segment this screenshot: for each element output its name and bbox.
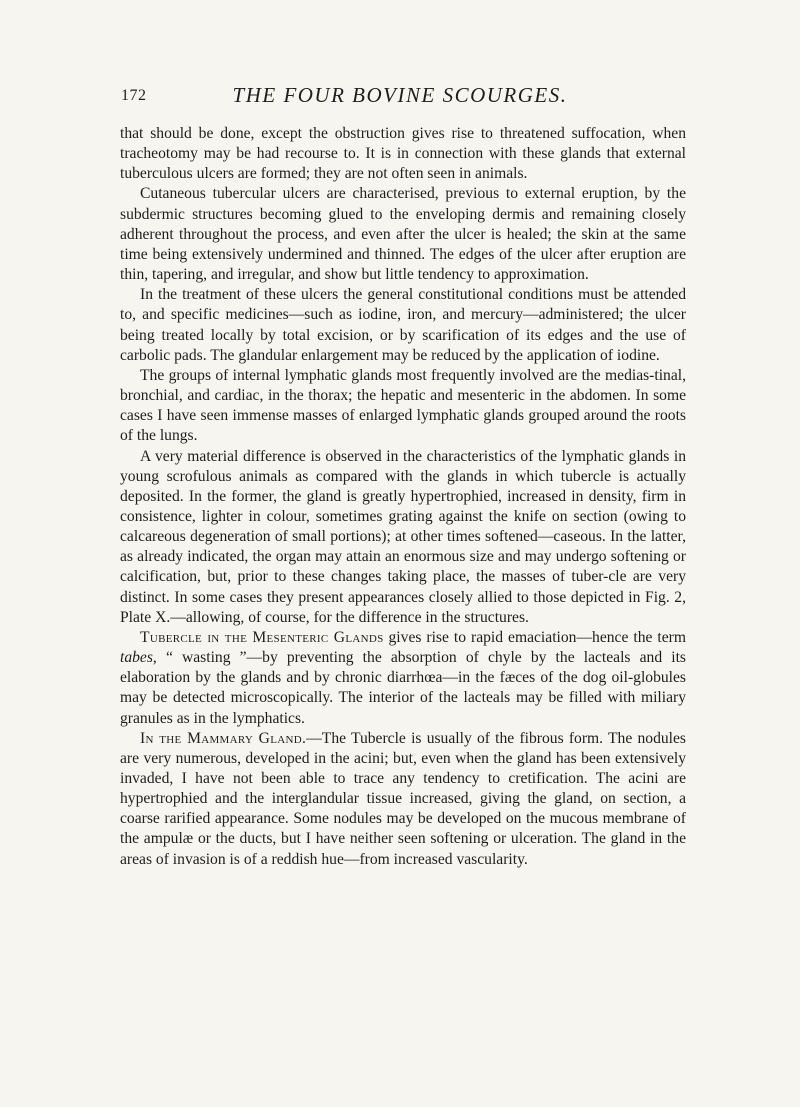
paragraph-6-text-a: gives rise to rapid emaciation—hence the term bbox=[383, 628, 686, 646]
paragraph-2: Cutaneous tubercular ulcers are characterised, previous to external eruption, by the subdermic structures becoming glued to the enveloping dermis and remaining closely adherent throughout the process, and even after the ulcer is healed; the skin at the same time being extensively undermined and thinned. The edges of the ulcer after eruption are thin, tapering, and irregular, and show but little tendency to approximation. bbox=[120, 185, 686, 284]
paragraph-4: The groups of internal lymphatic glands most frequently involved are the medias-tinal, bronchial, and cardiac, in the thorax; the hepatic and mesenteric in the abdomen. In some cases I have seen immense masses of enlarged lymphatic glands grouped around the roots of the lungs. bbox=[120, 366, 686, 445]
term-tabes: tabes bbox=[120, 649, 153, 667]
paragraph-7 bbox=[120, 729, 686, 870]
section-heading-mesenteric: Tubercle in the Mesenteric Glands bbox=[140, 628, 384, 646]
paragraph-3: In the treatment of these ulcers the general constitutional conditions must be attended to, and specific medicines—such as iodine, iron, and mercury—administered; the ulcer being treated locally by total excision, or by scarification of its edges and the use of carbolic pads. The glandular enlargement may be reduced by the application of iodine. bbox=[120, 286, 686, 364]
paragraph-6-text-b: , “ wasting ”—by preventing the absorption of chyle by the lacteals and its elaboration by the glands and by chronic diarrhœa—in the fæces of the dog oil-globules may be detected microscopically. The interior of the lacteals may be filled with miliary granules as in the lymphatics. bbox=[120, 649, 686, 727]
running-title: THE FOUR BOVINE SCOURGES. bbox=[232, 83, 568, 107]
paragraph-6 bbox=[120, 628, 686, 729]
page-number: 172 bbox=[121, 87, 147, 104]
body-text bbox=[120, 124, 686, 870]
paragraph-1: that should be done, except the obstruction gives rise to threatened suffocation, when tracheotomy may be had recourse to. It is in connection with these glands that external tuberculous ulcers are formed; they are not often seen in animals. bbox=[120, 125, 686, 183]
paragraph-7-text: —The Tubercle is usually of the fibrous form. The nodules are very numerous, developed in the acini; but, even when the gland has been extensively invaded, I have not been able to trace any tendency to cretification. The acini are hypertrophied and the interglandular tissue increased, giving the gland, on section, a coarse rarified appearance. Some nodules may be developed on the mucous membrane of the ampulæ or the ducts, but I have neither seen softening or ulceration. The gland in the areas of invasion is of a reddish hue—from increased vascularity. bbox=[120, 729, 686, 868]
section-heading-mammary: In the Mammary Gland. bbox=[140, 729, 307, 747]
paragraph-5: A very material difference is observed in the characteristics of the lymphatic glands in young scrofulous animals as compared with the glands in which tubercle is actually deposited. In the former, the gland is greatly hypertrophied, increased in density, firm in consistence, lighter in colour, sometimes grating against the knife on section (owing to calcareous degeneration of small portions); at other times softened—caseous. In the latter, as already indicated, the organ may attain an enormous size and may undergo softening or calcification, but, prior to these changes taking place, the masses of tuber-cle are very distinct. In some cases they present appearances closely allied to those depicted in Fig. 2, Plate X.—allowing, of course, for the difference in the structures. bbox=[120, 447, 686, 626]
running-head bbox=[0, 83, 800, 113]
